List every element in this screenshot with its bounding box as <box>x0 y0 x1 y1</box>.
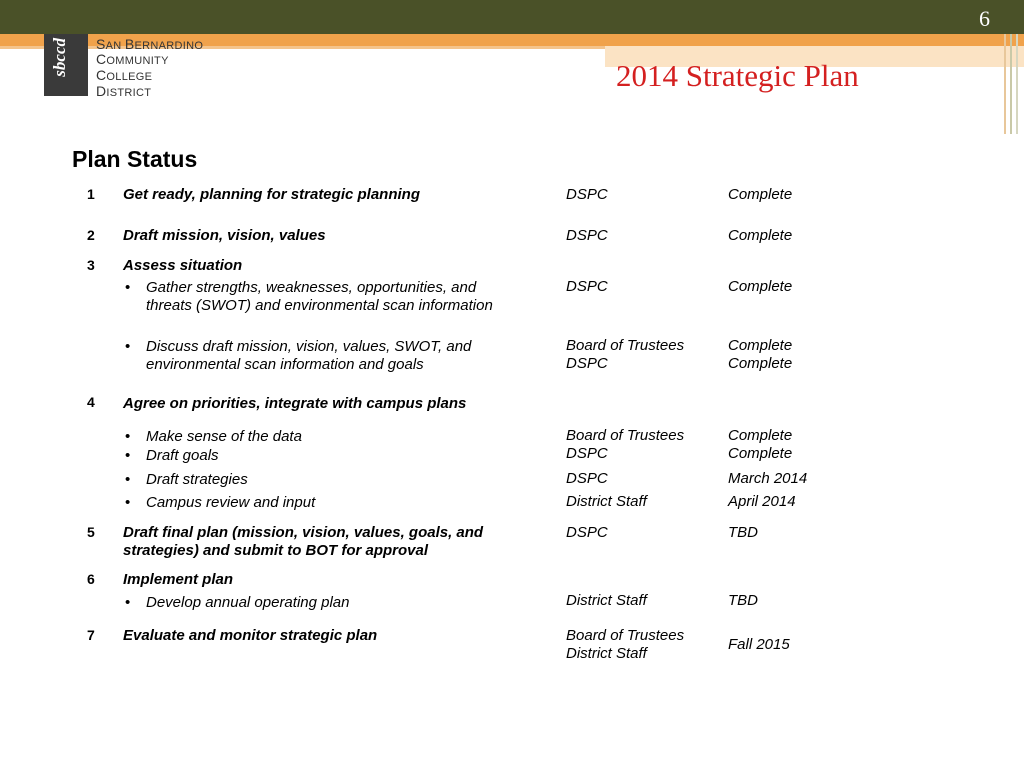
bullet-status <box>728 337 792 373</box>
step-number: 3 <box>87 257 95 273</box>
bullet-text: Discuss draft mission, vision, values, SWOT, and environmental scan information and goals <box>146 338 472 373</box>
step-task: Evaluate and monitor strategic plan <box>123 627 378 644</box>
step-status: Fall 2015 <box>728 636 790 653</box>
step-responsible: DSPC <box>566 186 608 203</box>
bullet-status: TBD <box>728 592 758 609</box>
step-responsible: DSPC <box>566 524 608 541</box>
section-title: Plan Status <box>72 146 198 172</box>
bullet-text: Gather strengths, weaknesses, opportunities, and threats (SWOT) and environmental scan information <box>146 279 493 314</box>
district-logo <box>44 34 214 99</box>
bullet-responsible <box>566 337 684 373</box>
step-responsible <box>566 627 684 663</box>
logo-line-1: SAN BERNARDINO <box>96 36 204 52</box>
logo-mark: sbccd <box>50 38 69 77</box>
bullet-icon: • <box>125 471 131 488</box>
bullet-responsible: DSPC <box>566 445 608 462</box>
responsible-line: DSPC <box>566 355 608 372</box>
logo-emblem <box>44 34 88 96</box>
step-task: Implement plan <box>123 571 234 588</box>
bullet-text: Campus review and input <box>146 494 316 511</box>
logo-line-2: COMMUNITY <box>96 51 169 67</box>
bullet-text: Develop annual operating plan <box>146 594 350 611</box>
bullet-text: Make sense of the data <box>146 428 302 445</box>
bullet-status: April 2014 <box>728 493 796 510</box>
step-status: Complete <box>728 227 793 244</box>
step-task: Get ready, planning for strategic planning <box>123 186 420 203</box>
responsible-line: Board of Trustees <box>566 627 685 644</box>
page-number: 6 <box>979 6 990 31</box>
step-number: 1 <box>87 186 95 202</box>
step-status: Complete <box>728 186 793 203</box>
bullet-text: Draft goals <box>146 447 219 464</box>
bullet-responsible: District Staff <box>566 493 647 510</box>
bullet-responsible: DSPC <box>566 278 608 295</box>
bullet-icon: • <box>125 594 131 611</box>
bullet-responsible: DSPC <box>566 470 608 487</box>
bullet-icon: • <box>125 338 131 355</box>
step-task: Assess situation <box>123 257 243 274</box>
step-number: 4 <box>87 394 95 410</box>
bullet-icon: • <box>125 279 131 296</box>
bullet-status: March 2014 <box>728 470 808 487</box>
step-task: Draft final plan (mission, vision, values, goals, and strategies) and submit to BOT for approval <box>123 524 484 559</box>
step-number: 6 <box>87 571 95 587</box>
status-line: Complete <box>728 337 793 354</box>
bullet-text: Draft strategies <box>146 471 248 488</box>
slide-title: 2014 Strategic Plan <box>616 58 859 93</box>
bullet-responsible: District Staff <box>566 592 647 609</box>
logo-line-4: DISTRICT <box>96 83 152 99</box>
logo-line-3: COLLEGE <box>96 67 153 83</box>
responsible-line: District Staff <box>566 645 647 662</box>
step-number: 5 <box>87 524 95 540</box>
status-line: Complete <box>728 355 793 372</box>
decor-line <box>1016 34 1018 134</box>
header-bar <box>0 0 1024 34</box>
step-task: Agree on priorities, integrate with campus plans <box>123 395 467 412</box>
step-number: 7 <box>87 627 95 643</box>
bullet-status: Complete <box>728 427 793 444</box>
bullet-status: Complete <box>728 445 793 462</box>
responsible-line: Board of Trustees <box>566 337 685 354</box>
bullet-status: Complete <box>728 278 793 295</box>
bullet-icon: • <box>125 428 131 445</box>
step-status: TBD <box>728 524 758 541</box>
step-responsible: DSPC <box>566 227 608 244</box>
bullet-responsible: Board of Trustees <box>566 427 685 444</box>
step-number: 2 <box>87 227 95 243</box>
decor-line <box>1010 34 1012 134</box>
bullet-icon: • <box>125 494 131 511</box>
step-task: Draft mission, vision, values <box>123 227 326 244</box>
bullet-icon: • <box>125 447 131 464</box>
decor-line <box>1004 34 1006 134</box>
